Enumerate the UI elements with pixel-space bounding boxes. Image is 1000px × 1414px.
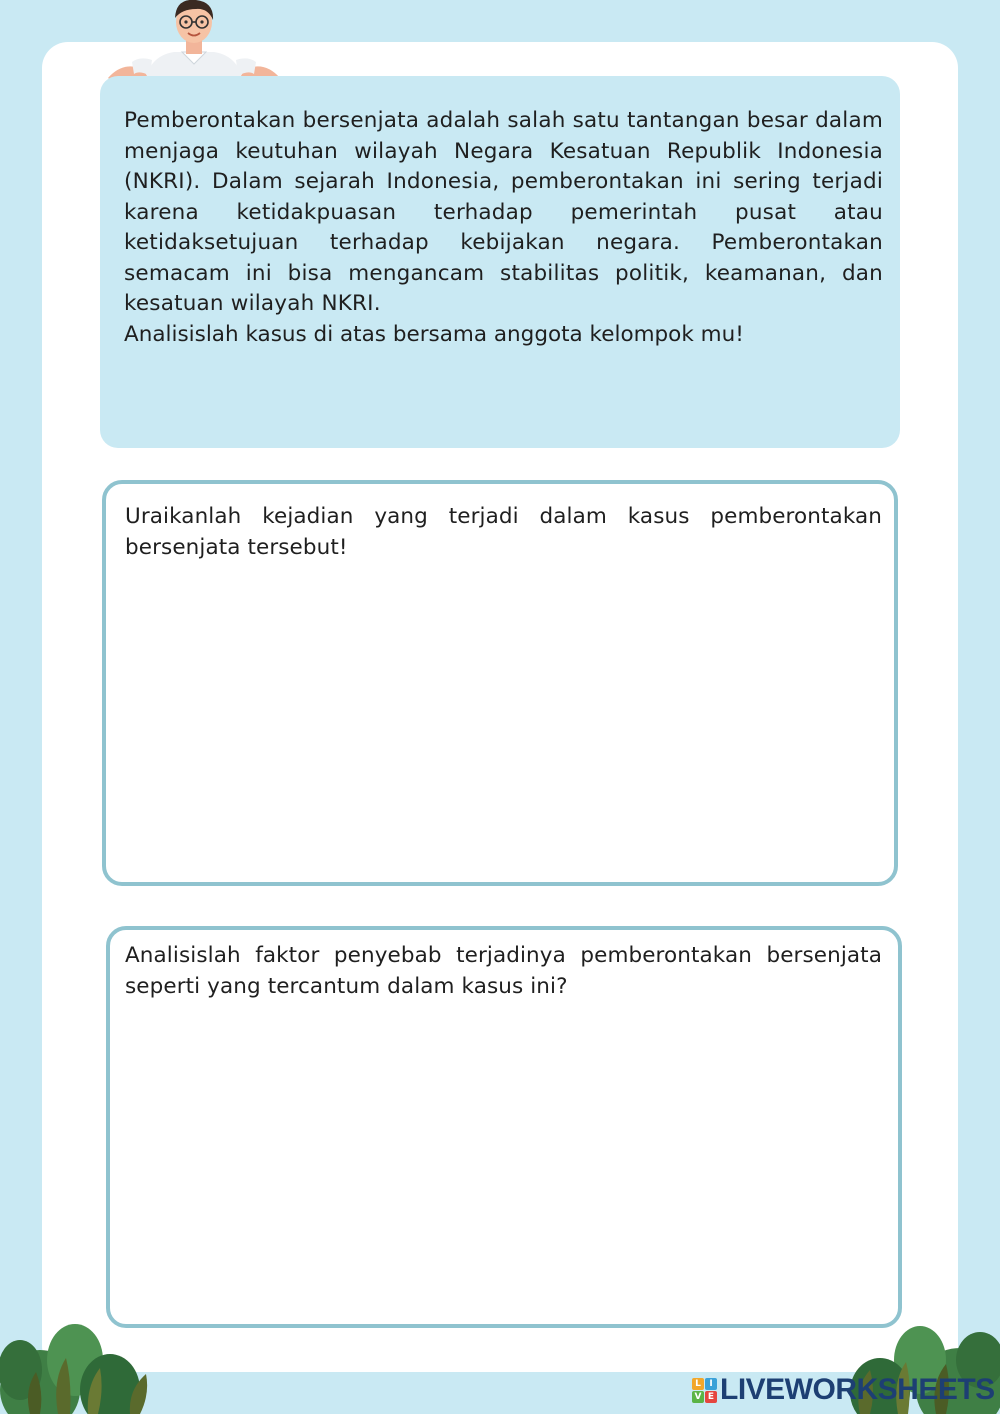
logo-letter-l: L: [692, 1378, 704, 1390]
case-instruction: Analisislah kasus di atas bersama anggota kelompok mu!: [124, 321, 744, 347]
liveworksheets-brand: [692, 1374, 995, 1406]
question-1-box[interactable]: [102, 480, 898, 886]
question-2-answer-area[interactable]: [125, 1002, 882, 1292]
brand-name: LIVEWORKSHEETS: [720, 1373, 995, 1406]
case-description-box: [100, 76, 900, 448]
logo-letter-v: V: [692, 1391, 704, 1403]
question-2-box[interactable]: [106, 926, 902, 1328]
question-2-text: Analisislah faktor penyebab terjadinya pemberontakan bersenjata seperti yang tercantum dalam kasus ini?: [125, 943, 882, 999]
liveworksheets-logo-icon: [692, 1378, 717, 1403]
question-1-text: Uraikanlah kejadian yang terjadi dalam kasus pemberontakan bersenjata tersebut!: [125, 504, 882, 560]
logo-letter-i: I: [705, 1378, 717, 1390]
plant-left-icon: [0, 1320, 170, 1414]
teacher-illustration-icon: [104, 0, 284, 86]
question-1-answer-area[interactable]: [125, 563, 882, 853]
logo-letter-e: E: [705, 1391, 717, 1403]
case-paragraph: Pemberontakan bersenjata adalah salah satu tantangan besar dalam menjaga keutuhan wilayah Negara Kesatuan Republik Indonesia (NKRI). Dalam sejarah Indonesia, pemberontakan ini sering terjadi karena ketidakpuasan terhadap pemerintah pusat atau ketidaksetujuan terhadap kebijakan negara. Pemberontakan semacam ini bisa mengancam stabilitas politik, keamanan, dan kesatuan wilayah NKRI.: [124, 108, 883, 316]
